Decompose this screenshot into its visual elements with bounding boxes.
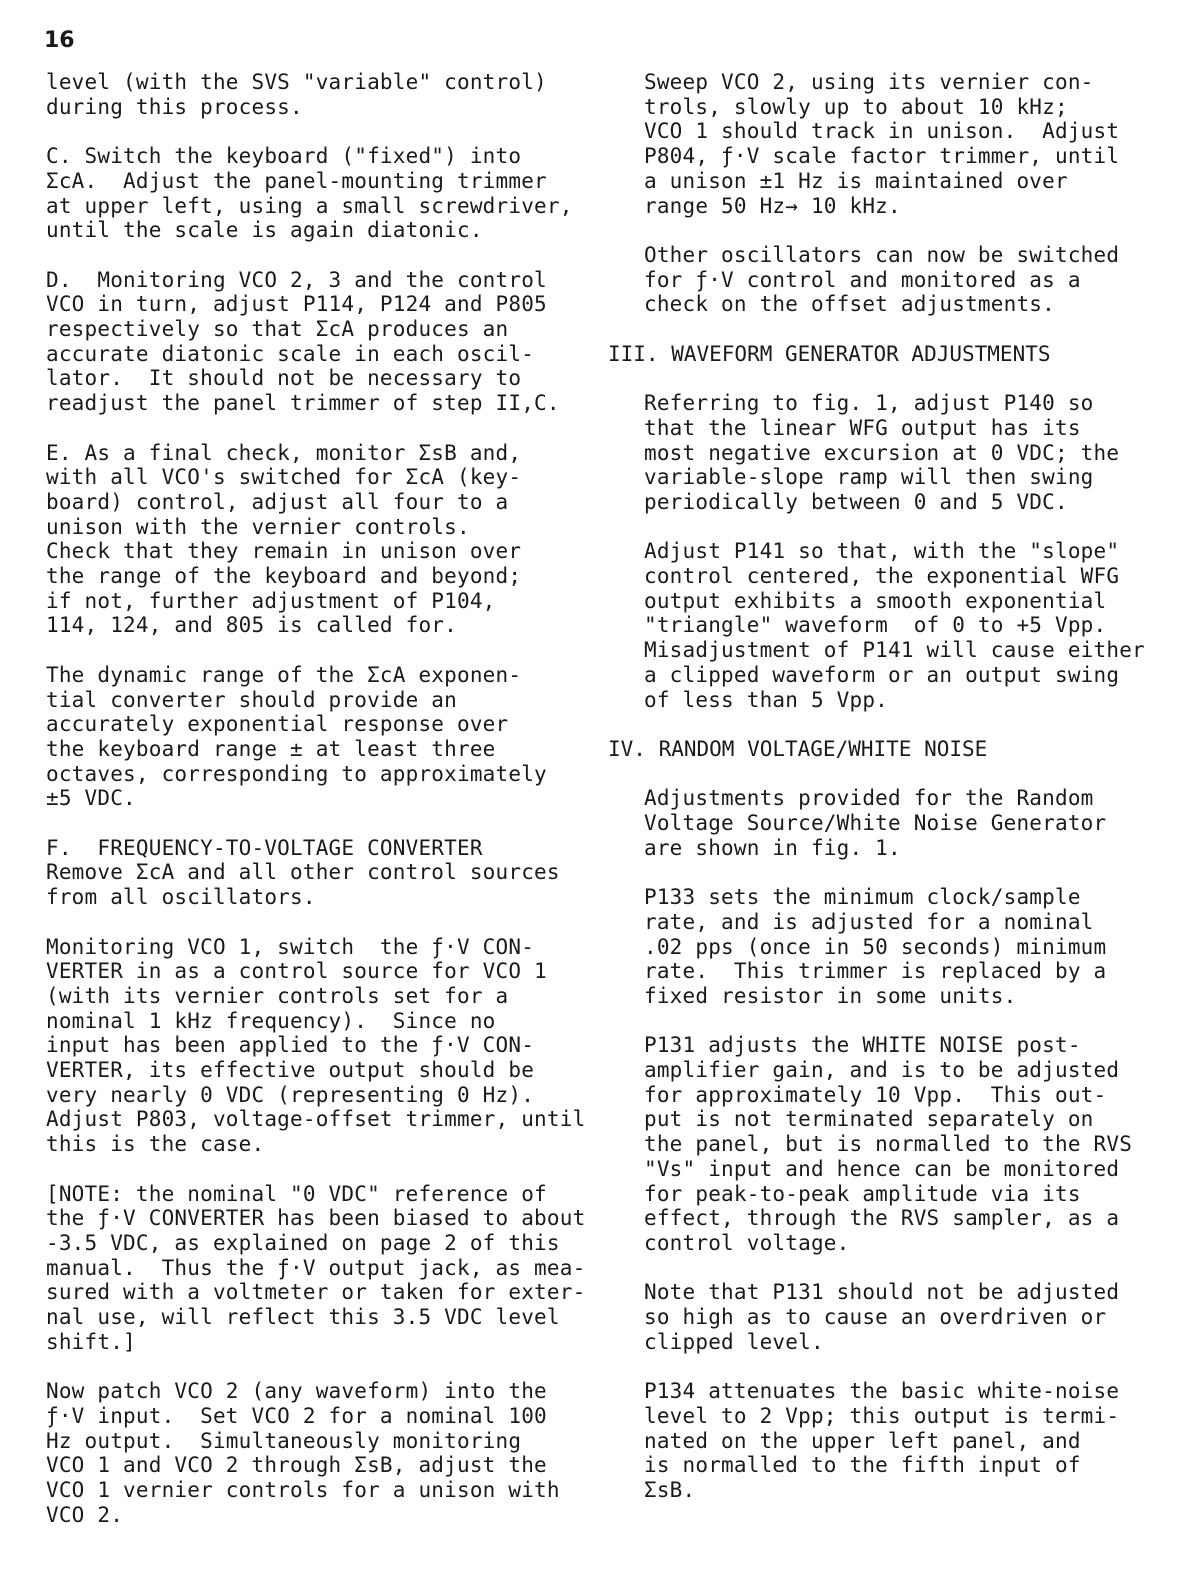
- section-heading-waveform: III. WAVEFORM GENERATOR ADJUSTMENTS: [608, 341, 1051, 366]
- step-f-paragraph: F. FREQUENCY-TO-VOLTAGE CONVERTER Remove ΣcA and all other control sources from all oscillators.: [46, 835, 560, 910]
- paragraph: Monitoring VCO 1, switch the ƒ·V CON- VERTER in as a control source for VCO 1 (with its vernier controls set for a nominal 1 kHz frequency). Since no input has been applied to the ƒ·V CON- VERTER, its effective output should be very nearly 0 VDC (representing 0 Hz). Adjust P803, voltage-offset trimmer, until this is the case.: [46, 934, 586, 1157]
- paragraph: P133 sets the minimum clock/sample rate, and is adjusted for a nominal .02 pps (once in 50 seconds) minimum rate. This trimmer is replaced by a fixed resistor in some units.: [644, 885, 1107, 1008]
- step-d-paragraph: D. Monitoring VCO 2, 3 and the control VCO in turn, adjust P114, P124 and P805 respectively so that ΣcA produces an accurate diatonic scale in each oscil- lator. It should not be necessary to readjust the panel trimmer of step II,C.: [46, 267, 560, 416]
- paragraph: The dynamic range of the ΣcA exponen- tial converter should provide an accurately exponential response over the keyboard range ± at least three octaves, corresponding to approximately ±5 VDC.: [46, 662, 547, 811]
- page-number: 16: [44, 28, 75, 53]
- paragraph: Adjustments provided for the Random Voltage Source/White Noise Generator are shown in fig. 1.: [644, 786, 1107, 860]
- left-column: [46, 70, 586, 1552]
- right-column: [608, 70, 1168, 1527]
- paragraph: Referring to fig. 1, adjust P140 so that the linear WFG output has its most negative excursion at 0 VDC; the variable-slope ramp will then swing periodically between 0 and 5 VDC.: [644, 391, 1120, 514]
- paragraph: Sweep VCO 2, using its vernier con- trols, slowly up to about 10 kHz; VCO 1 should track in unison. Adjust P804, ƒ·V scale factor trimmer, until a unison ±1 Hz is maintained over range 50 Hz→ 10 kHz.: [644, 70, 1120, 218]
- step-c-paragraph: C. Switch the keyboard ("fixed") into ΣcA. Adjust the panel-mounting trimmer at upper left, using a small screwdriver, until the scale is again diatonic.: [46, 144, 573, 243]
- paragraph: Other oscillators can now be switched for ƒ·V control and monitored as a check on the offset adjustments.: [644, 242, 1120, 317]
- section-heading-random-voltage: IV. RANDOM VOLTAGE/WHITE NOISE: [608, 736, 988, 761]
- paragraph: Now patch VCO 2 (any waveform) into the ƒ·V input. Set VCO 2 for a nominal 100 Hz output. Simultaneously monitoring VCO 1 and VCO 2 through ΣsB, adjust the VCO 1 vernier controls for a unison with VCO 2.: [46, 1379, 560, 1527]
- paragraph: P131 adjusts the WHITE NOISE post- amplifier gain, and is to be adjusted for approximately 10 Vpp. This out- put is not terminated separately on the panel, but is normalled to the RVS "Vs" input and hence can be monitored for peak-to-peak amplitude via its effect, through the RVS sampler, as a control voltage.: [644, 1033, 1133, 1255]
- note-paragraph: [NOTE: the nominal "0 VDC" reference of the ƒ·V CONVERTER has been biased to about -3.5 VDC, as explained on page 2 of this manual. Thus the ƒ·V output jack, as mea- sured with a voltmeter or taken for exter- nal use, will reflect this 3.5 VDC level shift.]: [46, 1181, 586, 1354]
- paragraph: Adjust P141 so that, with the "slope" control centered, the exponential WFG output exhibits a smooth exponential "triangle" waveform of 0 to +5 Vpp. Misadjustment of P141 will cause either a clipped waveform or an output swing of less than 5 Vpp.: [644, 539, 1145, 712]
- paragraph: Note that P131 should not be adjusted so high as to cause an overdriven or clipped level.: [644, 1280, 1120, 1354]
- step-e-paragraph: E. As a final check, monitor ΣsB and, with all VCO's switched for ΣcA (key- board) control, adjust all four to a unison with the vernier controls. Check that they remain in unison over the range of the keyboard and beyond; if not, further adjustment of P104, 114, 124, and 805 is called for.: [46, 440, 522, 638]
- paragraph: P134 attenuates the basic white-noise level to 2 Vpp; this output is termi- nated on the upper left panel, and is normalled to the fifth input of ΣsB.: [644, 1379, 1120, 1502]
- paragraph: level (with the SVS "variable" control) during this process.: [46, 70, 547, 119]
